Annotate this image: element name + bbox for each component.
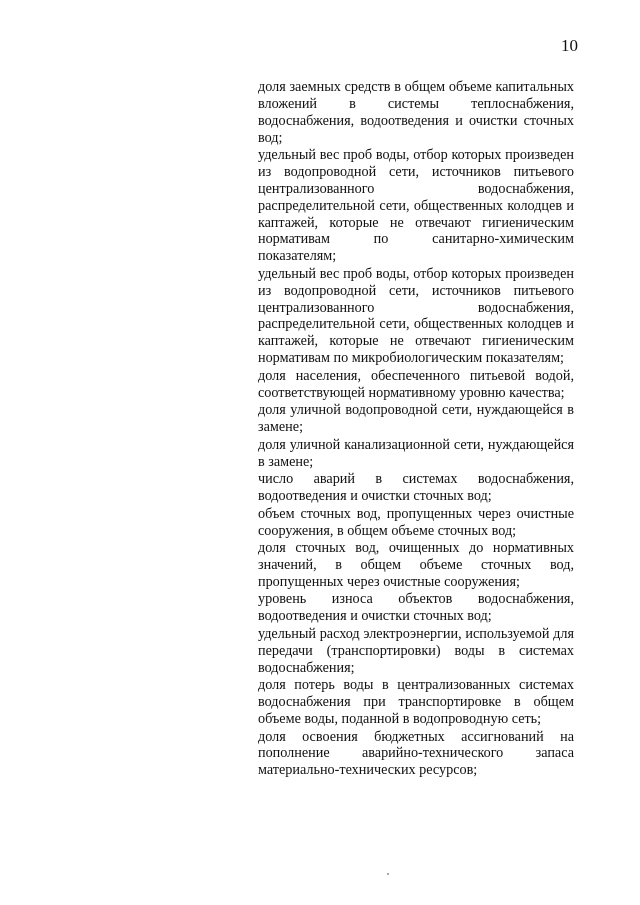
list-item: удельный вес проб воды, отбор которых произведен из водопроводной сети, источников питьевого централизованного водоснабжения, распределительной сети, общественных колодцев и каптажей, которые не отвечают гигиеническим нормативам по санитарно-химическим показателям;	[258, 147, 574, 265]
list-item: доля освоения бюджетных ассигнований на пополнение аварийно-технического запаса материально-технических ресурсов;	[258, 728, 574, 779]
list-item: доля сточных вод, очищенных до нормативных значений, в общем объеме сточных вод, пропущенных через очистные сооружения;	[258, 540, 574, 590]
list-item: удельный вес проб воды, отбор которых произведен из водопроводной сети, источников питьевого централизованного водоснабжения, распределительной сети, общественных колодцев и каптажей, которые не отвечают гигиеническим нормативам по микробиологическим показателям;	[258, 265, 574, 367]
list-item: доля заемных средств в общем объеме капитальных вложений в системы теплоснабжения, водоснабжения, водоотведения и очистки сточных вод;	[258, 79, 574, 146]
list-item: доля потерь воды в централизованных системах водоснабжения при транспортировке в общем объеме воды, поданной в водопроводную сеть;	[258, 677, 574, 727]
indicator-list	[258, 79, 574, 779]
list-item: уровень износа объектов водоснабжения, водоотведения и очистки сточных вод;	[258, 591, 574, 625]
list-item: доля уличной канализационной сети, нуждающейся в замене;	[258, 436, 574, 470]
list-item: доля уличной водопроводной сети, нуждающейся в замене;	[258, 402, 574, 436]
scan-speck	[387, 873, 389, 875]
list-item: число аварий в системах водоснабжения, водоотведения и очистки сточных вод;	[258, 471, 574, 505]
page-number: 10	[561, 36, 578, 55]
list-item: удельный расход электроэнергии, используемой для передачи (транспортировки) воды в системах водоснабжения;	[258, 625, 574, 676]
list-item: объем сточных вод, пропущенных через очистные сооружения, в общем объеме сточных вод;	[258, 505, 574, 539]
list-item: доля населения, обеспеченного питьевой водой, соответствующей нормативному уровню качества;	[258, 367, 574, 401]
